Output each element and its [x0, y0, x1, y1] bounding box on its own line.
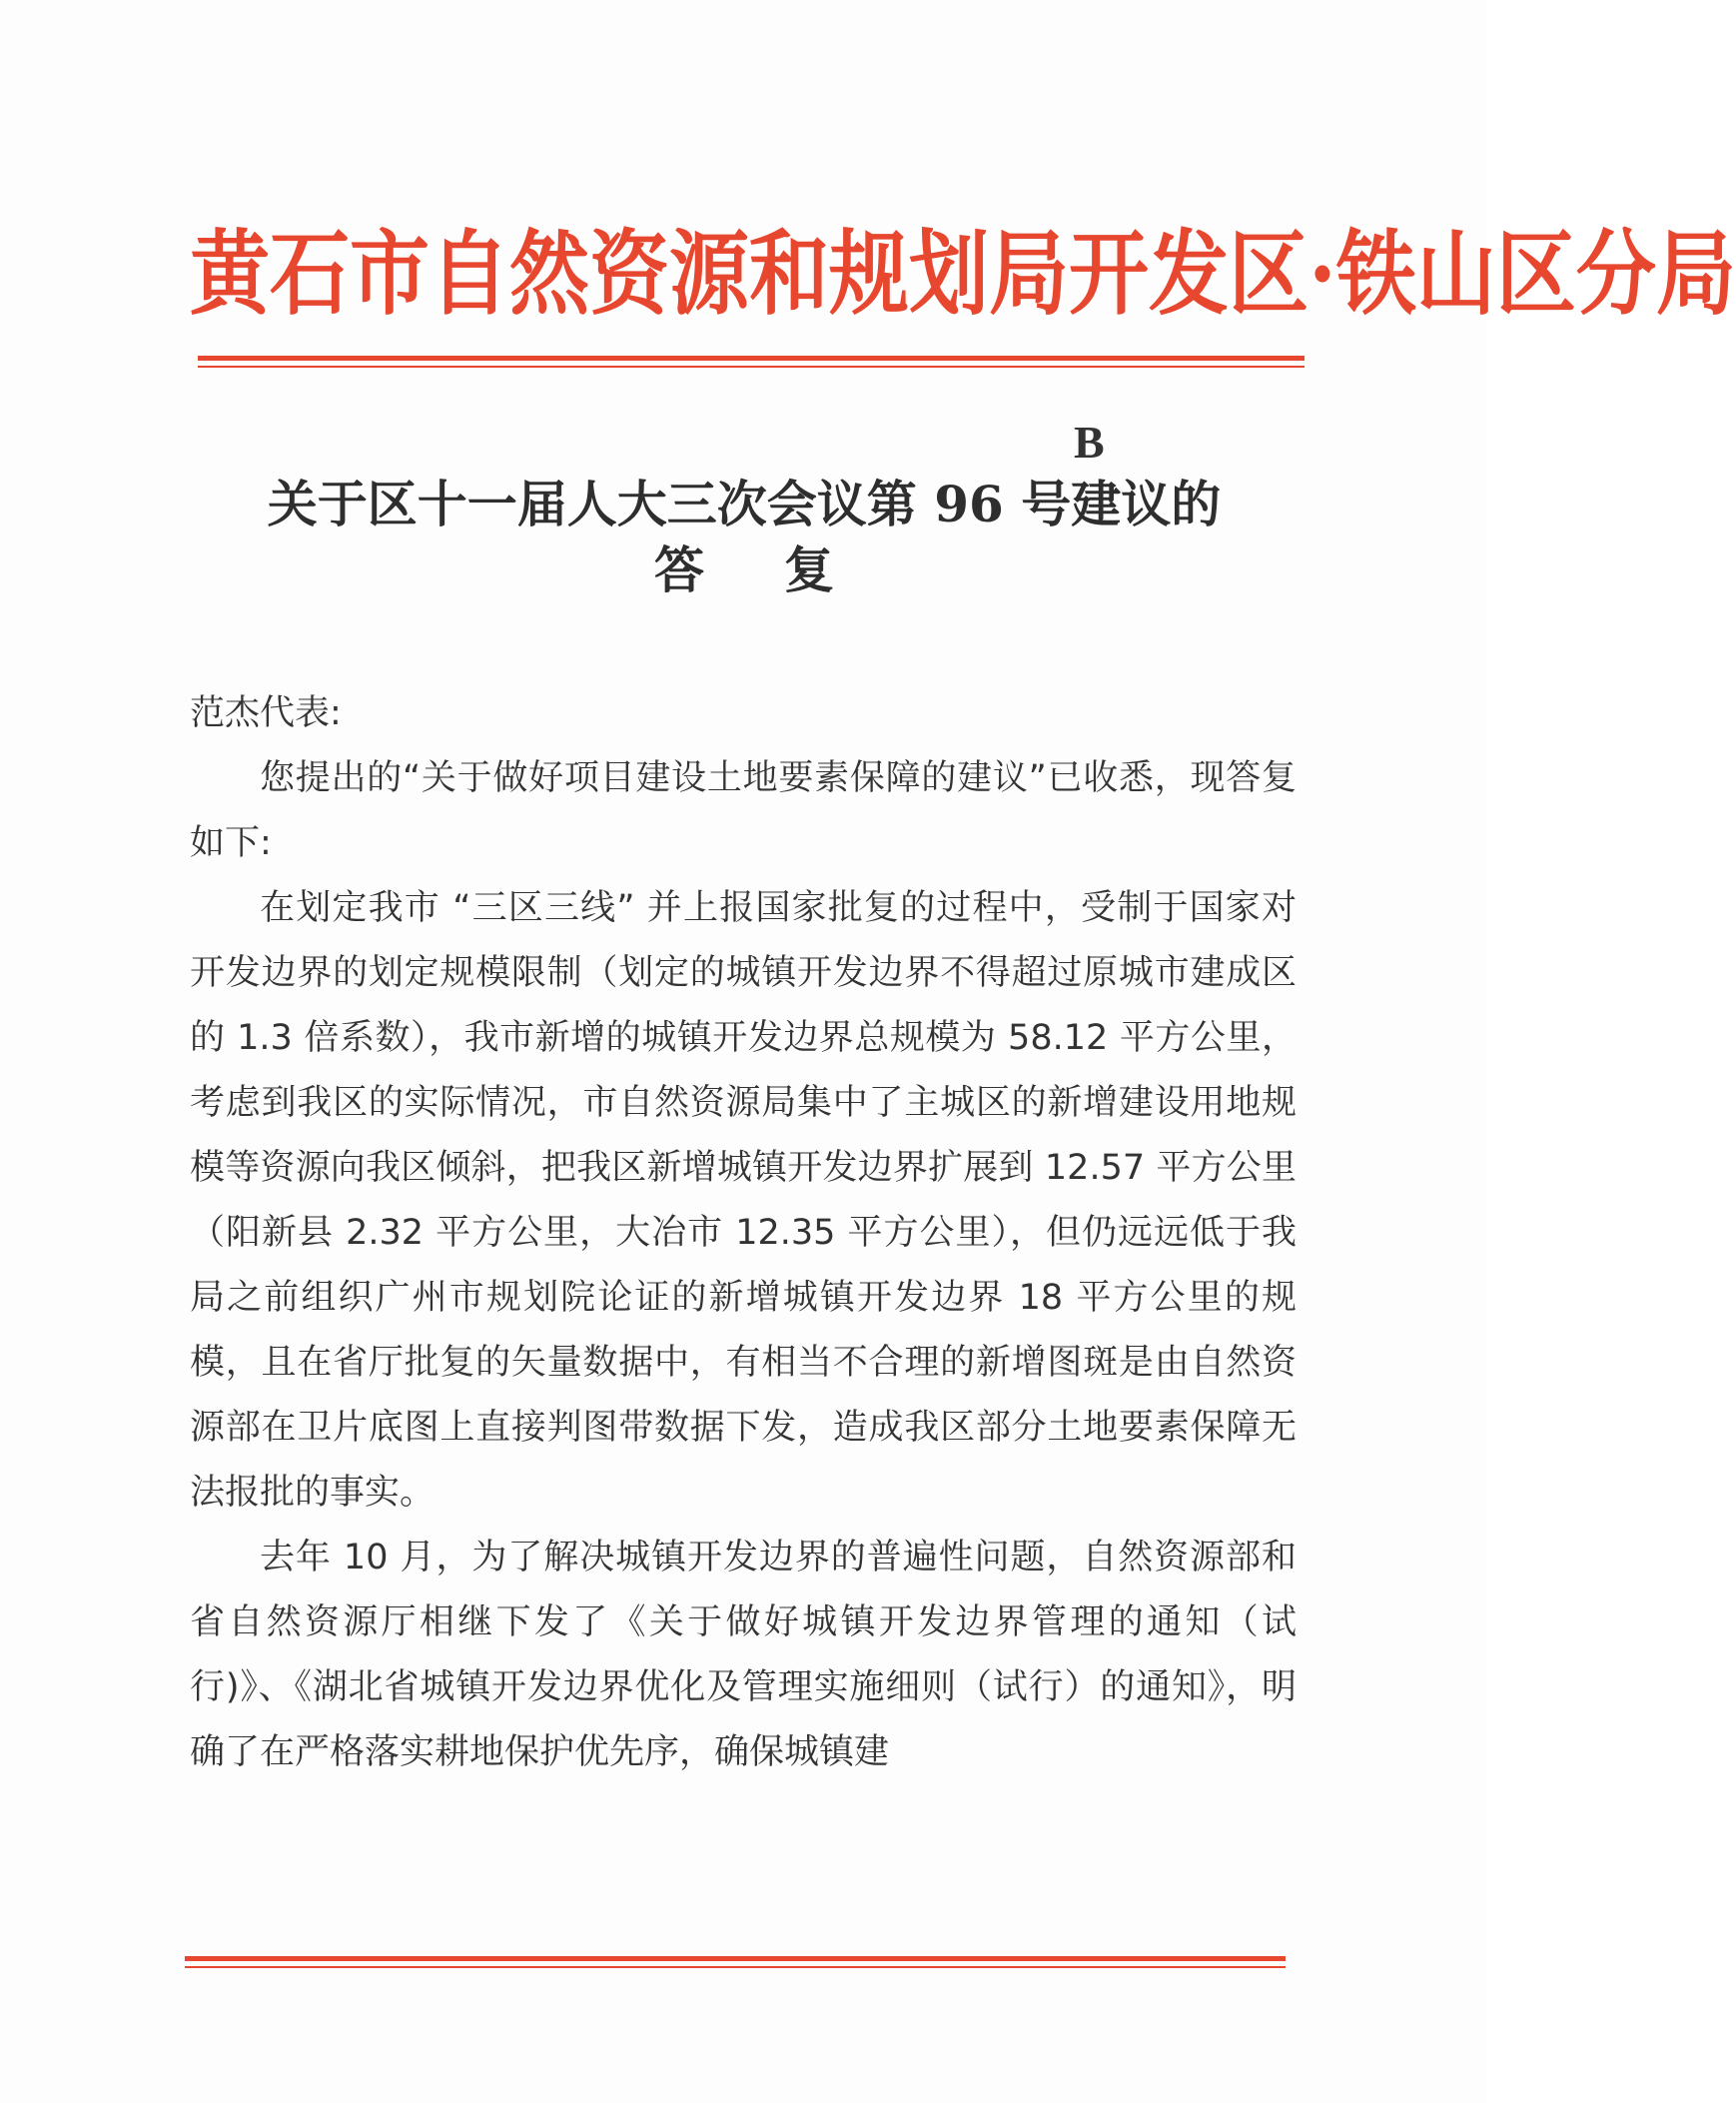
document-title-line-2: 答复	[654, 540, 914, 599]
footer-divider-thin	[185, 1966, 1286, 1968]
body-paragraph-1: 您提出的“关于做好项目建设土地要素保障的建议”已收悉，现答复如下:	[190, 758, 1297, 863]
letterhead-divider-thin	[198, 366, 1304, 368]
letterhead-organization-name: 黄石市自然资源和规划局开发区·铁山区分局	[190, 219, 1736, 329]
document-title	[190, 472, 1299, 603]
document-body	[190, 681, 1297, 1785]
document-title-line-1: 关于区十一届人大三次会议第 96 号建议的	[267, 475, 1222, 533]
body-paragraph-3: 去年 10 月，为了解决城镇开发边界的普遍性问题，自然资源部和省自然资源厅相继下发了《关于做好城镇开发边界管理的通知（试行)》、《湖北省城镇开发边界优化及管理实施细则（试行）的通知》，明确了在严格落实耕地保护优先序，确保城镇建	[190, 1538, 1297, 1772]
document-mark: B	[1074, 417, 1105, 468]
letterhead-divider-thick	[198, 356, 1304, 361]
salutation: 范杰代表:	[190, 693, 342, 733]
footer-divider-thick	[185, 1956, 1286, 1961]
body-paragraph-2: 在划定我市 “三区三线” 并上报国家批复的过程中，受制于国家对开发边界的划定规模限制（划定的城镇开发边界不得超过原城市建成区的 1.3 倍系数），我市新增的城镇开发边界总规模为 58.12 平方公里，考虑到我区的实际情况，市自然资源局集中了主城区的新增建设用地规模等资源向我区倾斜，把我区新增城镇开发边界扩展到 12.57 平方公里（阳新县 2.32 平方公里，大冶市 12.35 平方公里），但仍远远低于我局之前组织广州市规划院论证的新增城镇开发边界 18 平方公里的规模，且在省厅批复的矢量数据中，有相当不合理的新增图斑是由自然资源部在卫片底图上直接判图带数据下发，造成我区部分土地要素保障无法报批的事实。	[190, 888, 1297, 1513]
